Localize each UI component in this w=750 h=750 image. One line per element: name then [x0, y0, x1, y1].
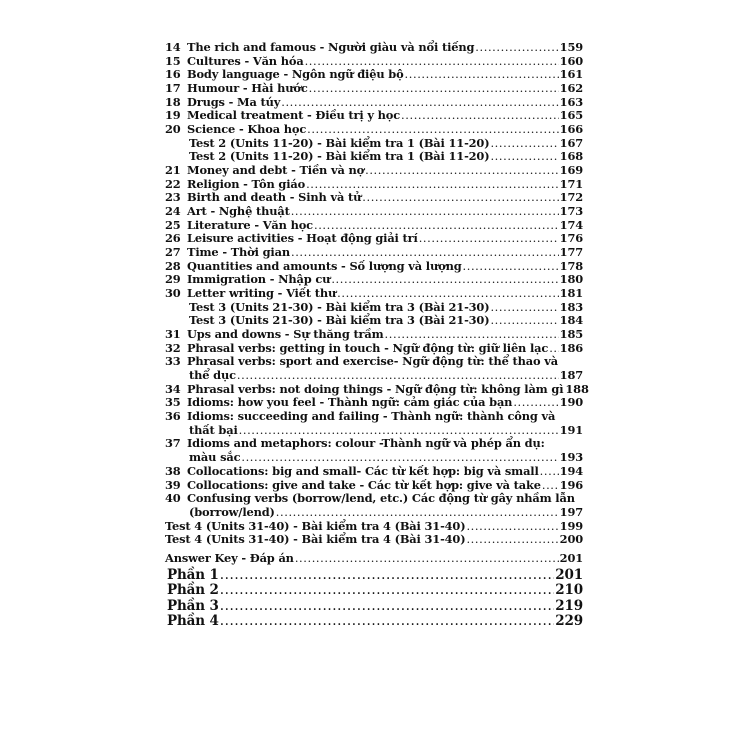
toc-entry — [165, 95, 583, 109]
dot-leader — [419, 231, 559, 245]
toc-entry — [165, 54, 583, 68]
part-title: Phần 1 — [167, 567, 219, 583]
entry-number: 15 — [165, 53, 181, 68]
entry-page: 185 — [559, 327, 583, 342]
entry-number: 38 — [165, 463, 181, 478]
dot-leader — [291, 204, 559, 218]
dot-leader — [276, 505, 559, 519]
dot-leader — [475, 40, 558, 54]
dot-leader — [239, 423, 559, 437]
entry-number: 21 — [165, 163, 181, 178]
dot-leader — [385, 327, 559, 341]
entry-title: Test 4 (Units 31-40) - Bài kiểm tra 4 (Bài 31-40) — [165, 532, 466, 547]
entry-page: 176 — [559, 231, 583, 246]
entry-page: 169 — [559, 163, 583, 178]
dot-leader — [490, 136, 558, 150]
entry-title: Birth and death - Sinh và tử — [187, 190, 362, 205]
entry-title: Idioms: succeeding and failing - Thành ngữ: thành công và — [187, 409, 556, 424]
entry-number: 27 — [165, 245, 181, 260]
entry-number: 20 — [165, 122, 181, 137]
entry-page: 188 — [565, 381, 589, 396]
toc-entry — [165, 395, 583, 409]
entry-number: 18 — [165, 94, 181, 109]
dot-leader — [490, 149, 558, 163]
entry-number: 19 — [165, 108, 181, 123]
entry-number: 35 — [165, 395, 181, 410]
toc-entry-continuation — [165, 505, 583, 519]
toc-entry-continuation — [165, 423, 583, 437]
answer-key-section — [165, 551, 583, 629]
entry-page: 193 — [559, 450, 583, 465]
entry-page: 183 — [559, 299, 583, 314]
entry-number: 31 — [165, 327, 181, 342]
dot-leader — [220, 567, 555, 583]
entry-page: 181 — [559, 286, 583, 301]
entry-number: 26 — [165, 231, 181, 246]
entry-title: Collocations: give and take - Các từ kết hợp: give và take — [187, 477, 541, 492]
dot-leader — [306, 177, 559, 191]
dot-leader — [281, 95, 558, 109]
entry-number: 14 — [165, 40, 181, 54]
entry-title: Drugs - Ma túy — [187, 94, 281, 109]
toc-entry — [165, 300, 583, 314]
entry-title-continuation: thất bại — [189, 422, 238, 437]
entry-title: Humour - Hài hước — [187, 81, 308, 96]
dot-leader — [314, 218, 559, 232]
entry-number: 24 — [165, 204, 181, 219]
entry-number: 39 — [165, 477, 181, 492]
dot-leader — [362, 190, 558, 204]
entry-title: Phrasal verbs: sport and exercise- Ngữ động từ: thể thao và — [187, 354, 558, 369]
entry-page: 196 — [559, 477, 583, 492]
dot-leader — [549, 341, 558, 355]
entry-title: Test 4 (Units 31-40) - Bài kiểm tra 4 (Bài 31-40) — [165, 518, 466, 533]
entry-number: 36 — [165, 409, 181, 424]
toc-entry — [165, 259, 583, 273]
toc-entry — [165, 177, 583, 191]
entry-number: 23 — [165, 190, 181, 205]
toc-entry — [165, 163, 583, 177]
part-page: 229 — [555, 613, 583, 630]
entry-title: Medical treatment - Điều trị y học — [187, 108, 401, 123]
entry-title: Letter writing - Viết thư — [187, 286, 337, 301]
entry-number: 37 — [165, 436, 181, 451]
dot-leader — [295, 551, 559, 565]
toc-entry — [165, 67, 583, 81]
entry-title: Literature - Văn học — [187, 217, 313, 232]
entry-title: Collocations: big and small- Các từ kết hợp: big và small — [187, 463, 539, 478]
entry-page: 173 — [559, 204, 583, 219]
answer-part-entry — [165, 582, 583, 597]
dot-leader — [542, 478, 559, 492]
toc-entry — [165, 532, 583, 546]
entry-title: Idioms and metaphors: colour -Thành ngữ và phép ẩn dụ: — [187, 436, 545, 451]
entry-page: 200 — [559, 532, 583, 547]
entry-page: 160 — [559, 53, 583, 68]
entry-title: The rich and famous - Người giàu và nổi tiếng — [187, 40, 475, 54]
part-title: Phần 3 — [167, 597, 219, 614]
entry-page: 187 — [559, 368, 583, 383]
entry-title: Religion - Tôn giáo — [187, 176, 306, 191]
entry-number: 29 — [165, 272, 181, 287]
entry-page: 174 — [559, 217, 583, 232]
dot-leader — [513, 395, 558, 409]
dot-leader — [307, 122, 559, 136]
entry-page: 184 — [559, 313, 583, 328]
dot-leader — [490, 300, 558, 314]
entry-page: 177 — [559, 245, 583, 260]
toc-entry — [165, 478, 583, 492]
entry-page: 167 — [559, 135, 583, 150]
part-title: Phần 2 — [167, 582, 219, 599]
toc-entry-continuation — [165, 368, 583, 382]
entry-title: Test 2 (Units 11-20) - Bài kiểm tra 1 (Bài 11-20) — [189, 149, 490, 164]
dot-leader — [540, 464, 559, 478]
toc-entry — [165, 491, 583, 505]
entry-number: 40 — [165, 491, 181, 506]
entry-title: Cultures - Văn hóa — [187, 53, 304, 68]
dot-leader — [337, 286, 559, 300]
toc-entry-continuation — [165, 450, 583, 464]
entry-title-continuation: màu sắc — [189, 450, 241, 465]
entry-number: 16 — [165, 67, 181, 82]
entry-title: Phrasal verbs: getting in touch - Ngữ động từ: giữ liên lạc — [187, 340, 549, 355]
dot-leader — [220, 598, 555, 614]
toc-entry — [165, 409, 583, 423]
dot-leader — [365, 163, 559, 177]
part-title: Phần 4 — [167, 613, 219, 630]
part-page: 219 — [555, 597, 583, 614]
entry-page: 166 — [559, 122, 583, 137]
toc-entry — [165, 519, 583, 533]
toc-entry — [165, 122, 583, 136]
toc-entry — [165, 464, 583, 478]
dot-leader — [241, 450, 558, 464]
entry-page: 186 — [559, 340, 583, 355]
toc-entry — [165, 81, 583, 95]
entry-page: 162 — [559, 81, 583, 96]
entry-page: 190 — [559, 395, 583, 410]
entry-page: 165 — [559, 108, 583, 123]
entry-title: Test 2 (Units 11-20) - Bài kiểm tra 1 (Bài 11-20) — [189, 135, 490, 150]
entry-title-continuation: (borrow/lend) — [189, 504, 275, 519]
answer-part-entry — [165, 613, 583, 628]
toc-entry — [165, 327, 583, 341]
dot-leader — [220, 582, 555, 598]
entry-number: 32 — [165, 340, 181, 355]
dot-leader — [463, 259, 559, 273]
entry-page: 171 — [559, 176, 583, 191]
entry-title: Art - Nghệ thuật — [187, 204, 290, 219]
entry-title: Science - Khoa học — [187, 122, 307, 137]
toc-entry — [165, 231, 583, 245]
entry-page: 172 — [559, 190, 583, 205]
entry-number: 34 — [165, 381, 181, 396]
entry-title: Test 3 (Units 21-30) - Bài kiểm tra 3 (Bài 21-30) — [189, 313, 490, 328]
entry-page: 194 — [559, 463, 583, 478]
toc-entry — [165, 436, 583, 450]
entry-title: Money and debt - Tiền và nợ — [187, 163, 365, 178]
toc-entry — [165, 190, 583, 204]
dot-leader — [331, 272, 558, 286]
answer-key-entry — [165, 551, 583, 567]
entry-title: Leisure activities - Hoạt động giải trí — [187, 231, 418, 246]
entry-number: 22 — [165, 176, 181, 191]
part-page: 201 — [555, 567, 583, 583]
entry-title: Quantities and amounts - Số lượng và lượng — [187, 258, 462, 273]
dot-leader — [237, 368, 559, 382]
entry-title: Body language - Ngôn ngữ điệu bộ — [187, 67, 404, 82]
dot-leader — [291, 245, 559, 259]
entry-number: 30 — [165, 286, 181, 301]
entry-title: Phrasal verbs: not doing things - Ngữ động từ: không làm gì — [187, 381, 564, 396]
dot-leader — [405, 67, 559, 81]
entry-page: 180 — [559, 272, 583, 287]
toc-entry — [165, 136, 583, 150]
toc-entry — [165, 286, 583, 300]
entry-title: Test 3 (Units 21-30) - Bài kiểm tra 3 (Bài 21-30) — [189, 299, 490, 314]
entry-title: Confusing verbs (borrow/lend, etc.) Các động từ gây nhầm lẫn — [187, 491, 575, 506]
answer-part-entry — [165, 567, 583, 582]
dot-leader — [220, 613, 555, 629]
toc-entry — [165, 381, 589, 396]
entry-title: Ups and downs - Sự thăng trầm — [187, 327, 384, 342]
entry-page: 161 — [559, 67, 583, 82]
dot-leader — [490, 313, 558, 327]
toc-entry — [165, 40, 583, 54]
table-of-contents — [165, 40, 589, 547]
entry-page: 197 — [559, 504, 583, 519]
entry-page: 163 — [559, 94, 583, 109]
entry-number: 33 — [165, 354, 181, 369]
dot-leader — [401, 108, 559, 122]
toc-entry — [165, 108, 583, 122]
toc-entry — [165, 272, 583, 286]
toc-entry — [165, 245, 583, 259]
entry-page: 168 — [559, 149, 583, 164]
entry-page: 178 — [559, 258, 583, 273]
toc-entry — [165, 354, 583, 368]
entry-title: Time - Thời gian — [187, 245, 290, 260]
entry-number: 25 — [165, 217, 181, 232]
entry-title-continuation: thể dục — [189, 368, 236, 383]
dot-leader — [466, 532, 558, 546]
entry-page: 199 — [559, 518, 583, 533]
entry-title: Immigration - Nhập cư — [187, 272, 331, 287]
entry-page: 159 — [559, 40, 583, 54]
toc-entry — [165, 218, 583, 232]
dot-leader — [305, 54, 559, 68]
entry-title: Idioms: how you feel - Thành ngữ: cảm giác của bạn — [187, 395, 513, 410]
toc-entry — [165, 341, 583, 355]
part-page: 210 — [555, 582, 583, 599]
toc-entry — [165, 313, 583, 327]
entry-page: 191 — [559, 422, 583, 437]
dot-leader — [466, 519, 558, 533]
toc-entry — [165, 149, 583, 163]
answer-part-entry — [165, 598, 583, 613]
answer-key-page: 201 — [559, 551, 583, 565]
entry-number: 17 — [165, 81, 181, 96]
dot-leader — [309, 81, 559, 95]
answer-key-title: Answer Key - Đáp án — [165, 551, 294, 565]
toc-entry — [165, 204, 583, 218]
entry-number: 28 — [165, 258, 181, 273]
